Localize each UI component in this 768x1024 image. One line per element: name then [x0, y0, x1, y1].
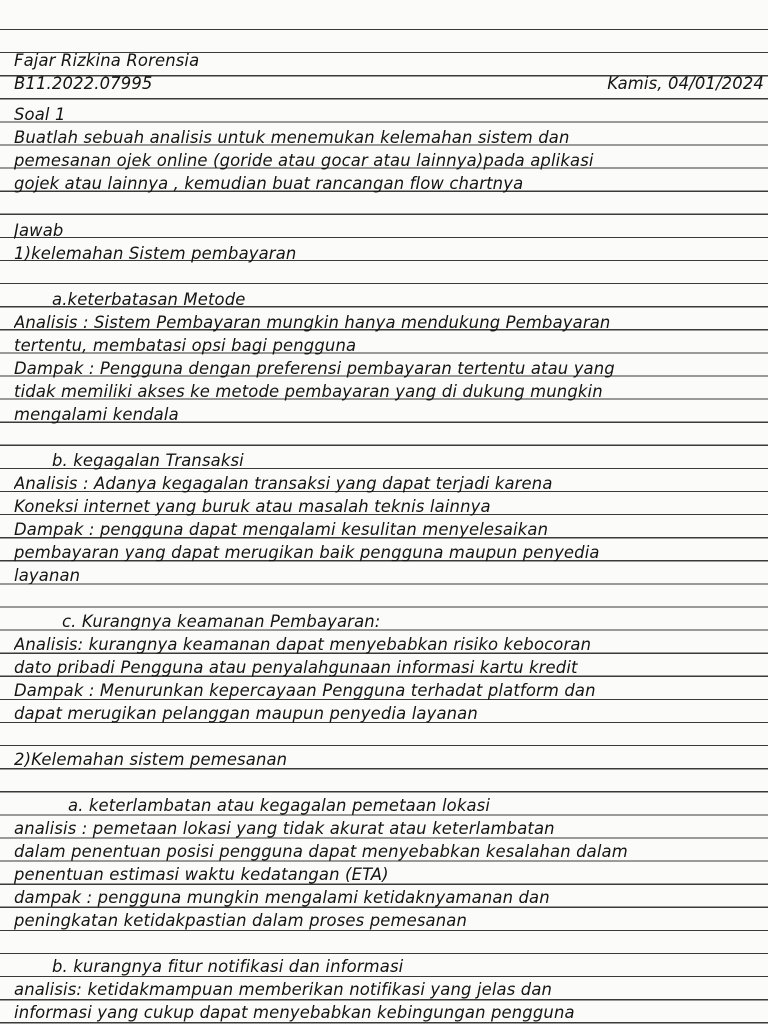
section-2-title: 2)Kelemahan sistem pemesanan [14, 750, 288, 769]
body-line: Analisis: kurangnya keamanan dapat menyebabkan risiko kebocoran [14, 635, 592, 654]
body-line: dampak : pengguna mungkin mengalami ketidaknyamanan dan [14, 888, 550, 907]
body-line: Dampak : Pengguna dengan preferensi pembayaran tertentu atau yang [14, 359, 615, 378]
body-line: analisis : pemetaan lokasi yang tidak akurat atau keterlambatan [14, 819, 555, 838]
student-id: B11.2022.07995 [14, 74, 153, 93]
body-line: dalam penentuan posisi pengguna dapat menyebabkan kesalahan dalam [14, 842, 628, 861]
question-label: Soal 1 [14, 105, 66, 124]
body-line: Dampak : pengguna dapat mengalami kesulitan menyelesaikan [14, 520, 549, 539]
body-line: pembayaran yang dapat merugikan baik pengguna maupun penyedia [14, 543, 600, 562]
subsection-1a-title: a.keterbatasan Metode [52, 290, 246, 309]
body-line: analisis: ketidakmampuan memberikan notifikasi yang jelas dan [14, 980, 553, 999]
subsection-1b-title: b. kegagalan Transaksi [52, 451, 244, 470]
body-line: tertentu, membatasi opsi bagi pengguna [14, 336, 357, 355]
section-1-title: 1)kelemahan Sistem pembayaran [14, 244, 297, 263]
body-line: Koneksi internet yang buruk atau masalah teknis lainnya [14, 497, 491, 516]
body-line: informasi yang cukup dapat menyebabkan kebingungan pengguna [14, 1003, 575, 1022]
body-line: dato pribadi Pengguna atau penyalahgunaan informasi kartu kredit [14, 658, 578, 677]
answer-label: Jawab [14, 221, 64, 240]
question-line: Buatlah sebuah analisis untuk menemukan kelemahan sistem dan [14, 128, 570, 147]
subsection-2b-title: b. kurangnya fitur notifikasi dan informasi [52, 957, 404, 976]
body-line: tidak memiliki akses ke metode pembayaran yang di dukung mungkin [14, 382, 603, 401]
subsection-2a-title: a. keterlambatan atau kegagalan pemetaan lokasi [68, 796, 491, 815]
student-name: Fajar Rizkina Rorensia [14, 51, 200, 70]
question-line: pemesanan ojek online (goride atau gocar atau lainnya)pada aplikasi [14, 151, 594, 170]
header-row [14, 73, 764, 95]
body-line: Dampak : Menurunkan kepercayaan Pengguna terhadat platform dan [14, 681, 596, 700]
body-line: penentuan estimasi waktu kedatangan (ETA) [14, 865, 389, 884]
body-line: Analisis : Sistem Pembayaran mungkin hanya mendukung Pembayaran [14, 313, 611, 332]
subsection-1c-title: c. Kurangnya keamanan Pembayaran: [62, 612, 381, 631]
body-line: peningkatan ketidakpastian dalam proses pemesanan [14, 911, 467, 930]
question-line: gojek atau lainnya , kemudian buat rancangan flow chartnya [14, 174, 524, 193]
body-line: dapat merugikan pelanggan maupun penyedia layanan [14, 704, 478, 723]
body-line: mengalami kendala [14, 405, 179, 424]
body-line: layanan [14, 566, 81, 585]
date: Kamis, 04/01/2024 [607, 74, 764, 93]
body-line: Analisis : Adanya kegagalan transaksi yang dapat terjadi karena [14, 474, 553, 493]
